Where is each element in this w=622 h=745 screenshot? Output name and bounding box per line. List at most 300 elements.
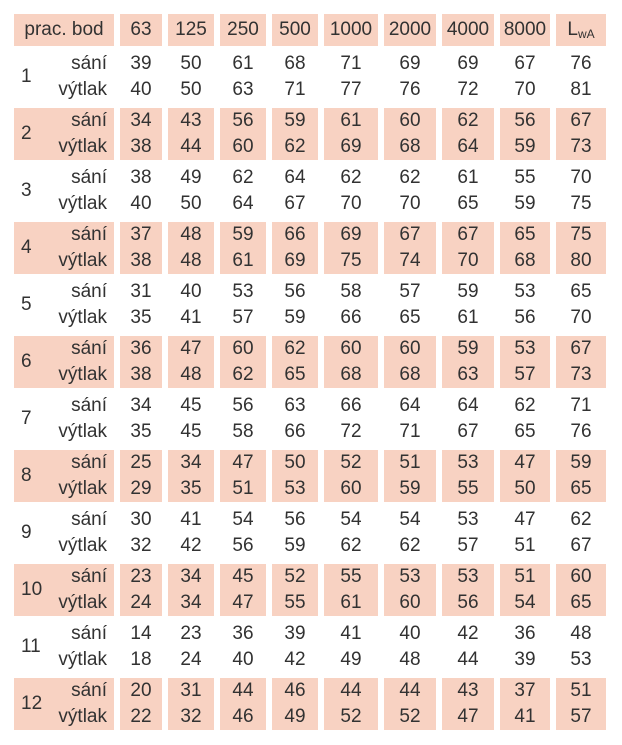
value-cell <box>324 450 378 502</box>
value-cell <box>168 51 214 103</box>
vytlak-value: 61 <box>340 592 362 613</box>
vytlak-value: 56 <box>232 535 254 556</box>
sani-value: 66 <box>284 224 306 245</box>
value-cell <box>556 279 606 331</box>
vytlak-value: 65 <box>570 592 592 613</box>
sani-value: 61 <box>232 53 254 74</box>
value-cell <box>556 108 606 160</box>
vytlak-value: 70 <box>457 250 479 271</box>
vytlak-value: 67 <box>457 421 479 442</box>
value-cell <box>500 108 550 160</box>
row-label-vytlak: výtlak <box>58 193 107 214</box>
sani-value: 41 <box>340 623 362 644</box>
row-labels <box>42 678 114 730</box>
value-cell <box>556 336 606 388</box>
row-label-sani: sání <box>71 110 107 131</box>
value-cell <box>442 336 494 388</box>
working-point-cell <box>14 507 114 559</box>
vytlak-value: 49 <box>284 706 306 727</box>
vytlak-value: 61 <box>232 250 254 271</box>
value-cell <box>120 279 162 331</box>
working-point-group-7 <box>14 393 606 445</box>
vytlak-value: 64 <box>232 193 254 214</box>
value-cell <box>442 165 494 217</box>
vytlak-value: 66 <box>284 421 306 442</box>
value-cell <box>384 621 436 673</box>
value-cell <box>384 222 436 274</box>
value-cell <box>168 564 214 616</box>
header-freq-4000 <box>442 14 494 46</box>
sani-value: 63 <box>284 395 306 416</box>
vytlak-value: 57 <box>457 535 479 556</box>
vytlak-value: 47 <box>457 706 479 727</box>
value-cell <box>500 222 550 274</box>
value-cell <box>324 108 378 160</box>
value-cell <box>556 507 606 559</box>
value-cell <box>442 507 494 559</box>
value-cell <box>120 450 162 502</box>
value-cell <box>168 507 214 559</box>
value-cell <box>272 336 318 388</box>
sani-value: 34 <box>130 395 152 416</box>
vytlak-value: 41 <box>180 307 202 328</box>
sani-value: 51 <box>514 566 536 587</box>
vytlak-value: 64 <box>457 136 479 157</box>
working-point-number: 11 <box>21 636 41 657</box>
value-cell <box>324 621 378 673</box>
vytlak-value: 70 <box>340 193 362 214</box>
working-point-cell <box>14 678 114 730</box>
value-cell <box>500 336 550 388</box>
sani-value: 59 <box>284 110 306 131</box>
vytlak-value: 42 <box>180 535 202 556</box>
vytlak-value: 80 <box>570 250 592 271</box>
vytlak-value: 65 <box>457 193 479 214</box>
sani-value: 53 <box>457 452 479 473</box>
vytlak-value: 51 <box>232 478 254 499</box>
working-point-cell <box>14 336 114 388</box>
value-cell <box>324 279 378 331</box>
row-label-vytlak: výtlak <box>58 421 107 442</box>
value-cell <box>120 165 162 217</box>
sani-value: 34 <box>130 110 152 131</box>
vytlak-value: 29 <box>130 478 152 499</box>
value-cell <box>168 450 214 502</box>
value-cell <box>500 279 550 331</box>
value-cell <box>120 507 162 559</box>
row-label-sani: sání <box>71 680 107 701</box>
working-point-group-11 <box>14 621 606 673</box>
working-point-group-10 <box>14 564 606 616</box>
value-cell <box>442 393 494 445</box>
vytlak-value: 63 <box>232 79 254 100</box>
value-cell <box>384 51 436 103</box>
sani-value: 53 <box>457 566 479 587</box>
row-labels <box>32 393 114 445</box>
working-point-number: 1 <box>21 66 32 87</box>
sani-value: 25 <box>130 452 152 473</box>
sani-value: 37 <box>514 680 536 701</box>
working-point-group-3 <box>14 165 606 217</box>
value-cell <box>220 450 266 502</box>
value-cell <box>120 336 162 388</box>
row-label-sani: sání <box>71 338 107 359</box>
vytlak-value: 76 <box>399 79 421 100</box>
value-cell <box>384 165 436 217</box>
value-cell <box>272 621 318 673</box>
vytlak-value: 41 <box>514 706 536 727</box>
working-point-group-12 <box>14 678 606 730</box>
vytlak-value: 63 <box>457 364 479 385</box>
sani-value: 56 <box>232 110 254 131</box>
sani-value: 58 <box>340 281 362 302</box>
header-lwa-subscript: wA <box>577 27 595 41</box>
vytlak-value: 60 <box>340 478 362 499</box>
header-lwa-main: L <box>567 19 578 40</box>
header-prac-bod-label: prac. bod <box>24 19 104 40</box>
value-cell <box>556 621 606 673</box>
sani-value: 66 <box>340 395 362 416</box>
vytlak-value: 66 <box>340 307 362 328</box>
value-cell <box>556 678 606 730</box>
value-cell <box>384 279 436 331</box>
value-cell <box>324 51 378 103</box>
value-cell <box>220 108 266 160</box>
working-point-cell <box>14 393 114 445</box>
sani-value: 55 <box>340 566 362 587</box>
sani-value: 36 <box>130 338 152 359</box>
sani-value: 49 <box>180 167 202 188</box>
sani-value: 34 <box>180 452 202 473</box>
sani-value: 62 <box>457 110 479 131</box>
sani-value: 64 <box>457 395 479 416</box>
value-cell <box>220 621 266 673</box>
value-cell <box>120 621 162 673</box>
value-cell <box>120 678 162 730</box>
value-cell <box>556 51 606 103</box>
sani-value: 71 <box>570 395 592 416</box>
value-cell <box>272 108 318 160</box>
vytlak-value: 65 <box>399 307 421 328</box>
vytlak-value: 35 <box>130 307 152 328</box>
vytlak-value: 69 <box>340 136 362 157</box>
sani-value: 31 <box>180 680 202 701</box>
sani-value: 42 <box>457 623 479 644</box>
vytlak-value: 24 <box>180 649 202 670</box>
sani-value: 47 <box>232 452 254 473</box>
value-cell <box>168 222 214 274</box>
vytlak-value: 67 <box>284 193 306 214</box>
row-label-vytlak: výtlak <box>58 79 107 100</box>
sani-value: 51 <box>570 680 592 701</box>
value-cell <box>324 393 378 445</box>
value-cell <box>556 393 606 445</box>
value-cell <box>556 450 606 502</box>
sani-value: 62 <box>284 338 306 359</box>
working-point-number: 6 <box>21 351 32 372</box>
vytlak-value: 59 <box>284 307 306 328</box>
vytlak-value: 55 <box>284 592 306 613</box>
working-point-group-4 <box>14 222 606 274</box>
vytlak-value: 50 <box>180 193 202 214</box>
value-cell <box>324 678 378 730</box>
sani-value: 56 <box>284 509 306 530</box>
value-cell <box>384 450 436 502</box>
vytlak-value: 40 <box>130 79 152 100</box>
header-freq-63-label: 63 <box>130 19 152 40</box>
vytlak-value: 73 <box>570 364 592 385</box>
vytlak-value: 52 <box>340 706 362 727</box>
sani-value: 47 <box>180 338 202 359</box>
sani-value: 53 <box>457 509 479 530</box>
value-cell <box>500 621 550 673</box>
value-cell <box>442 621 494 673</box>
vytlak-value: 38 <box>130 364 152 385</box>
sani-value: 43 <box>180 110 202 131</box>
value-cell <box>442 51 494 103</box>
value-cell <box>220 564 266 616</box>
vytlak-value: 32 <box>130 535 152 556</box>
value-cell <box>324 165 378 217</box>
vytlak-value: 70 <box>514 79 536 100</box>
value-cell <box>442 279 494 331</box>
vytlak-value: 60 <box>399 592 421 613</box>
row-label-vytlak: výtlak <box>58 592 107 613</box>
value-cell <box>500 507 550 559</box>
sani-value: 50 <box>284 452 306 473</box>
working-point-group-2 <box>14 108 606 160</box>
sani-value: 56 <box>232 395 254 416</box>
sani-value: 71 <box>340 53 362 74</box>
sani-value: 75 <box>570 224 592 245</box>
sani-value: 61 <box>340 110 362 131</box>
value-cell <box>272 165 318 217</box>
row-label-vytlak: výtlak <box>58 706 107 727</box>
sani-value: 67 <box>570 338 592 359</box>
row-label-vytlak: výtlak <box>58 649 107 670</box>
vytlak-value: 48 <box>399 649 421 670</box>
value-cell <box>556 165 606 217</box>
vytlak-value: 59 <box>514 193 536 214</box>
value-cell <box>272 393 318 445</box>
row-label-sani: sání <box>71 53 107 74</box>
vytlak-value: 72 <box>340 421 362 442</box>
sani-value: 67 <box>457 224 479 245</box>
vytlak-value: 68 <box>399 136 421 157</box>
value-cell <box>168 108 214 160</box>
sani-value: 23 <box>130 566 152 587</box>
working-point-cell <box>14 165 114 217</box>
sani-value: 14 <box>130 623 152 644</box>
value-cell <box>168 621 214 673</box>
vytlak-value: 48 <box>180 364 202 385</box>
value-cell <box>324 222 378 274</box>
working-point-number: 10 <box>21 579 43 600</box>
sani-value: 52 <box>340 452 362 473</box>
value-cell <box>442 222 494 274</box>
vytlak-value: 71 <box>284 79 306 100</box>
vytlak-value: 34 <box>180 592 202 613</box>
working-point-group-5 <box>14 279 606 331</box>
working-point-number: 7 <box>21 408 32 429</box>
value-cell <box>500 564 550 616</box>
value-cell <box>272 279 318 331</box>
header-freq-2000-label: 2000 <box>388 19 432 40</box>
row-label-sani: sání <box>71 566 107 587</box>
vytlak-value: 65 <box>514 421 536 442</box>
sani-value: 53 <box>514 281 536 302</box>
vytlak-value: 74 <box>399 250 421 271</box>
row-label-sani: sání <box>71 623 107 644</box>
sani-value: 61 <box>457 167 479 188</box>
sani-value: 69 <box>399 53 421 74</box>
row-labels <box>32 450 114 502</box>
vytlak-value: 47 <box>232 592 254 613</box>
vytlak-value: 48 <box>180 250 202 271</box>
sani-value: 53 <box>399 566 421 587</box>
value-cell <box>384 108 436 160</box>
table-header-row <box>14 14 606 46</box>
value-cell <box>220 165 266 217</box>
sani-value: 62 <box>570 509 592 530</box>
value-cell <box>272 678 318 730</box>
sani-value: 37 <box>130 224 152 245</box>
row-labels <box>42 564 114 616</box>
sani-value: 53 <box>514 338 536 359</box>
value-cell <box>500 51 550 103</box>
value-cell <box>556 564 606 616</box>
sani-value: 67 <box>399 224 421 245</box>
sani-value: 44 <box>340 680 362 701</box>
sani-value: 64 <box>399 395 421 416</box>
vytlak-value: 35 <box>180 478 202 499</box>
value-cell <box>168 165 214 217</box>
header-freq-125-label: 125 <box>175 19 207 40</box>
working-point-cell <box>14 108 114 160</box>
row-label-vytlak: výtlak <box>58 535 107 556</box>
value-cell <box>220 336 266 388</box>
vytlak-value: 75 <box>570 193 592 214</box>
sani-value: 70 <box>570 167 592 188</box>
sani-value: 60 <box>570 566 592 587</box>
vytlak-value: 57 <box>232 307 254 328</box>
value-cell <box>120 108 162 160</box>
sani-value: 39 <box>130 53 152 74</box>
vytlak-value: 55 <box>457 478 479 499</box>
working-point-number: 3 <box>21 180 32 201</box>
working-point-group-1 <box>14 51 606 103</box>
vytlak-value: 72 <box>457 79 479 100</box>
value-cell <box>220 51 266 103</box>
vytlak-value: 59 <box>284 535 306 556</box>
value-cell <box>220 678 266 730</box>
value-cell <box>384 564 436 616</box>
vytlak-value: 40 <box>130 193 152 214</box>
value-cell <box>272 222 318 274</box>
working-point-cell <box>14 621 114 673</box>
value-cell <box>168 336 214 388</box>
header-freq-500-label: 500 <box>279 19 311 40</box>
sani-value: 31 <box>130 281 152 302</box>
vytlak-value: 51 <box>514 535 536 556</box>
header-freq-63 <box>120 14 162 46</box>
vytlak-value: 73 <box>570 136 592 157</box>
sani-value: 69 <box>457 53 479 74</box>
sani-value: 36 <box>232 623 254 644</box>
value-cell <box>220 507 266 559</box>
value-cell <box>220 393 266 445</box>
sani-value: 20 <box>130 680 152 701</box>
vytlak-value: 45 <box>180 421 202 442</box>
row-labels <box>41 621 114 673</box>
working-point-group-8 <box>14 450 606 502</box>
sani-value: 62 <box>399 167 421 188</box>
value-cell <box>120 393 162 445</box>
value-cell <box>384 336 436 388</box>
sani-value: 54 <box>232 509 254 530</box>
working-point-number: 4 <box>21 237 32 258</box>
vytlak-value: 68 <box>399 364 421 385</box>
row-label-sani: sání <box>71 452 107 473</box>
sani-value: 59 <box>570 452 592 473</box>
sani-value: 56 <box>284 281 306 302</box>
sani-value: 36 <box>514 623 536 644</box>
header-freq-1000-label: 1000 <box>329 19 373 40</box>
sani-value: 44 <box>232 680 254 701</box>
vytlak-value: 70 <box>399 193 421 214</box>
value-cell <box>384 393 436 445</box>
header-freq-250-label: 250 <box>227 19 259 40</box>
header-freq-2000 <box>384 14 436 46</box>
header-freq-8000 <box>500 14 550 46</box>
sani-value: 62 <box>514 395 536 416</box>
sani-value: 59 <box>232 224 254 245</box>
value-cell <box>442 564 494 616</box>
header-prac-bod <box>14 14 114 46</box>
value-cell <box>324 336 378 388</box>
value-cell <box>120 51 162 103</box>
header-freq-250 <box>220 14 266 46</box>
value-cell <box>272 51 318 103</box>
value-cell <box>500 450 550 502</box>
row-labels <box>32 165 114 217</box>
vytlak-value: 70 <box>570 307 592 328</box>
vytlak-value: 62 <box>399 535 421 556</box>
sani-value: 30 <box>130 509 152 530</box>
row-label-vytlak: výtlak <box>58 364 107 385</box>
sani-value: 60 <box>399 338 421 359</box>
value-cell <box>220 222 266 274</box>
sani-value: 64 <box>284 167 306 188</box>
working-point-cell <box>14 279 114 331</box>
working-point-cell <box>14 222 114 274</box>
vytlak-value: 65 <box>284 364 306 385</box>
vytlak-value: 81 <box>570 79 592 100</box>
vytlak-value: 60 <box>232 136 254 157</box>
vytlak-value: 38 <box>130 250 152 271</box>
value-cell <box>324 564 378 616</box>
working-point-cell <box>14 51 114 103</box>
sani-value: 34 <box>180 566 202 587</box>
vytlak-value: 75 <box>340 250 362 271</box>
vytlak-value: 62 <box>232 364 254 385</box>
vytlak-value: 76 <box>570 421 592 442</box>
sani-value: 68 <box>284 53 306 74</box>
value-cell <box>442 108 494 160</box>
vytlak-value: 61 <box>457 307 479 328</box>
value-cell <box>168 279 214 331</box>
sani-value: 47 <box>514 509 536 530</box>
